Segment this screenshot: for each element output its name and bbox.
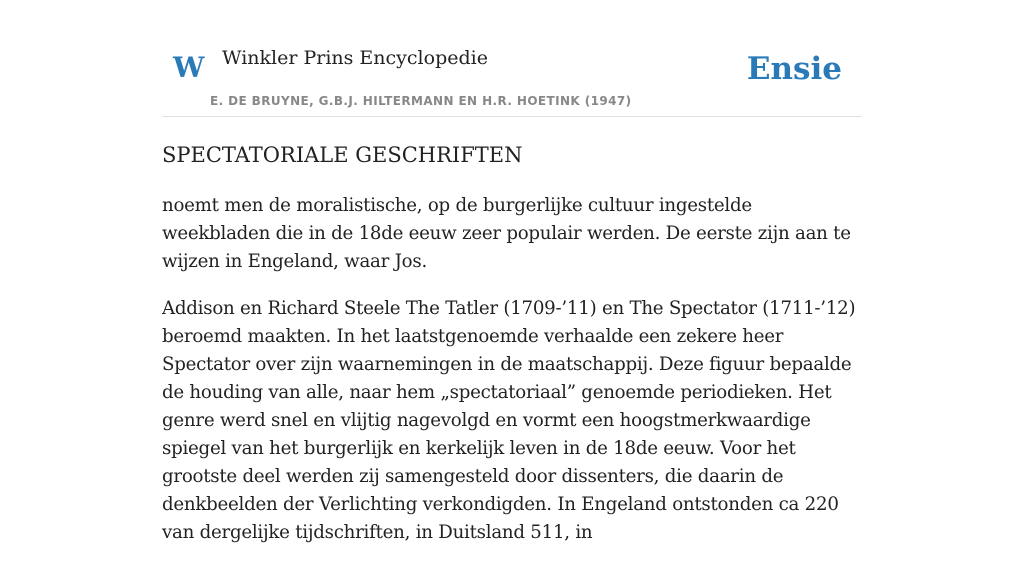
winkler-prins-logo[interactable]: W [173, 51, 205, 84]
source-authors: E. DE BRUYNE, G.B.J. HILTERMANN EN H.R. HOETINK (1947) [210, 94, 632, 108]
article-paragraph-1: noemt men de moralistische, op de burgerlijke cultuur ingestelde weekbladen die in de 18de eeuw zeer populair werden. De eerste zijn aan te wijzen in Engeland, waar Jos. [162, 195, 851, 272]
source-title[interactable]: Winkler Prins Encyclopedie [222, 47, 488, 69]
article-title: SPECTATORIALE GESCHRIFTEN [162, 143, 523, 167]
site-header [162, 0, 862, 117]
article-paragraph-2: Addison en Richard Steele The Tatler (1709-’11) en The Spectator (1711-’12) beroemd maakten. In het laatstgenoemde verhaalde een zekere heer Spectator over zijn waarnemingen in de maatschappij. Deze figuur bepaalde de houding van alle, naar hem „spectatoriaal” genoemde periodieken. Het genre werd snel en vlijtig nagevolgd en vormt een hoogstmerkwaardige spiegel van het burgerlijk en kerkelijk leven in de 18de eeuw. Voor het grootste deel werden zij samengesteld door dissenters, die daarin de denkbeelden der Verlichting verkondigden. In Engeland ontstonden ca 220 van dergelijke tijdschriften, in Duitsland 511, in [162, 298, 856, 543]
article-body [162, 192, 862, 566]
ensie-logo-link[interactable]: Ensie [746, 51, 842, 87]
